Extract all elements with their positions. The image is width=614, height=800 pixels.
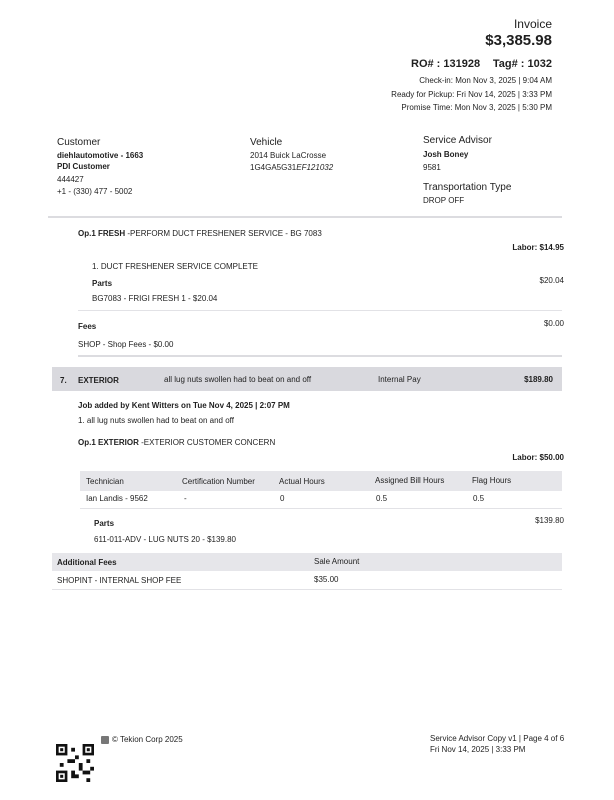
op-fresh-fees-total: $0.00 [543, 319, 564, 328]
customer-name: diehlautomotive - 1663 [57, 151, 144, 160]
sale-amount-heading: Sale Amount [314, 557, 360, 566]
divider [78, 310, 562, 311]
customer-type: PDI Customer [57, 162, 110, 171]
additional-fees-heading: Additional Fees [57, 558, 117, 567]
ready-time: Ready for Pickup: Fri Nov 14, 2025 | 3:33 PM [391, 90, 552, 99]
job-note: 1. all lug nuts swollen had to beat on and off [78, 416, 234, 425]
th-assigned-hours: Assigned Bill Hours [375, 476, 445, 485]
vehicle-heading: Vehicle [250, 137, 283, 148]
td-flag-hours: 0.5 [473, 494, 485, 503]
divider [80, 508, 562, 509]
vehicle-vin: 1G4GA5G31EF121032 [250, 163, 334, 172]
op-fresh-parts-total: $20.04 [539, 276, 564, 285]
vehicle-model: 2014 Buick LaCrosse [250, 151, 327, 160]
invoice-total: $3,385.98 [485, 32, 552, 49]
th-technician: Technician [86, 477, 124, 486]
fee-amount: $35.00 [314, 575, 339, 584]
advisor-id: 9581 [423, 163, 441, 172]
op-fresh-line: Op.1 FRESH -PERFORM DUCT FRESHENER SERVICE - BG 7083 [78, 229, 322, 238]
op-fresh-part: BG7083 - FRIGI FRESH 1 - $20.04 [92, 294, 218, 303]
job-part: 611-011-ADV - LUG NUTS 20 - $139.80 [94, 535, 236, 544]
job-number: 7. [60, 376, 67, 385]
job-amount: $189.80 [524, 375, 553, 384]
advisor-name: Josh Boney [423, 150, 469, 159]
transport-heading: Transportation Type [423, 182, 512, 193]
td-actual-hours: 0 [280, 494, 285, 503]
td-technician: Ian Landis - 9562 [86, 494, 148, 503]
additional-fees-header [52, 553, 562, 571]
op-fresh-complete: 1. DUCT FRESHENER SERVICE COMPLETE [92, 262, 258, 271]
ro-number: RO# : 131928 [411, 58, 481, 70]
job-parts-label: Parts [94, 519, 115, 528]
fee-item: SHOPINT - INTERNAL SHOP FEE [57, 576, 182, 585]
op-fresh-parts-label: Parts [92, 279, 113, 288]
promise-time: Promise Time: Mon Nov 3, 2025 | 5:30 PM [401, 103, 552, 112]
tekion-logo-icon [101, 736, 109, 744]
op-exterior-line: Op.1 EXTERIOR -EXTERIOR CUSTOMER CONCERN [78, 438, 276, 447]
job-added-by: Job added by Kent Witters on Tue Nov 4, 2025 | 2:07 PM [78, 401, 290, 410]
job-pay-type: Internal Pay [378, 375, 421, 384]
checkin-time: Check-in: Mon Nov 3, 2025 | 9:04 AM [419, 76, 552, 85]
th-actual-hours: Actual Hours [279, 477, 325, 486]
print-date: Fri Nov 14, 2025 | 3:33 PM [430, 745, 526, 754]
tag-number: Tag# : 1032 [492, 58, 552, 70]
customer-heading: Customer [57, 137, 101, 148]
job-name: EXTERIOR [78, 376, 119, 385]
op-exterior-labor: Labor: $50.00 [512, 453, 564, 462]
op-fresh-fee: SHOP - Shop Fees - $0.00 [78, 340, 174, 349]
divider [78, 355, 562, 357]
qr-code-icon [56, 744, 94, 782]
op-fresh-fees-label: Fees [78, 322, 97, 331]
transport-type: DROP OFF [423, 196, 465, 205]
customer-zip: 444427 [57, 175, 84, 184]
td-certification: - [184, 494, 187, 503]
copyright: © Tekion Corp 2025 [112, 735, 183, 744]
job-parts-total: $139.80 [535, 516, 564, 525]
th-certification: Certification Number [182, 477, 255, 486]
customer-phone: +1 - (330) 477 - 5002 [57, 187, 133, 196]
section-divider [48, 216, 562, 218]
copy-info: Service Advisor Copy v1 | Page 4 of 6 [430, 734, 565, 743]
invoice-title: Invoice [513, 17, 552, 31]
th-flag-hours: Flag Hours [472, 476, 512, 485]
op-fresh-labor: Labor: $14.95 [512, 243, 564, 252]
td-assigned-hours: 0.5 [376, 494, 388, 503]
advisor-heading: Service Advisor [423, 135, 492, 146]
job-concern: all lug nuts swollen had to beat on and off [164, 375, 312, 384]
divider [52, 589, 562, 590]
